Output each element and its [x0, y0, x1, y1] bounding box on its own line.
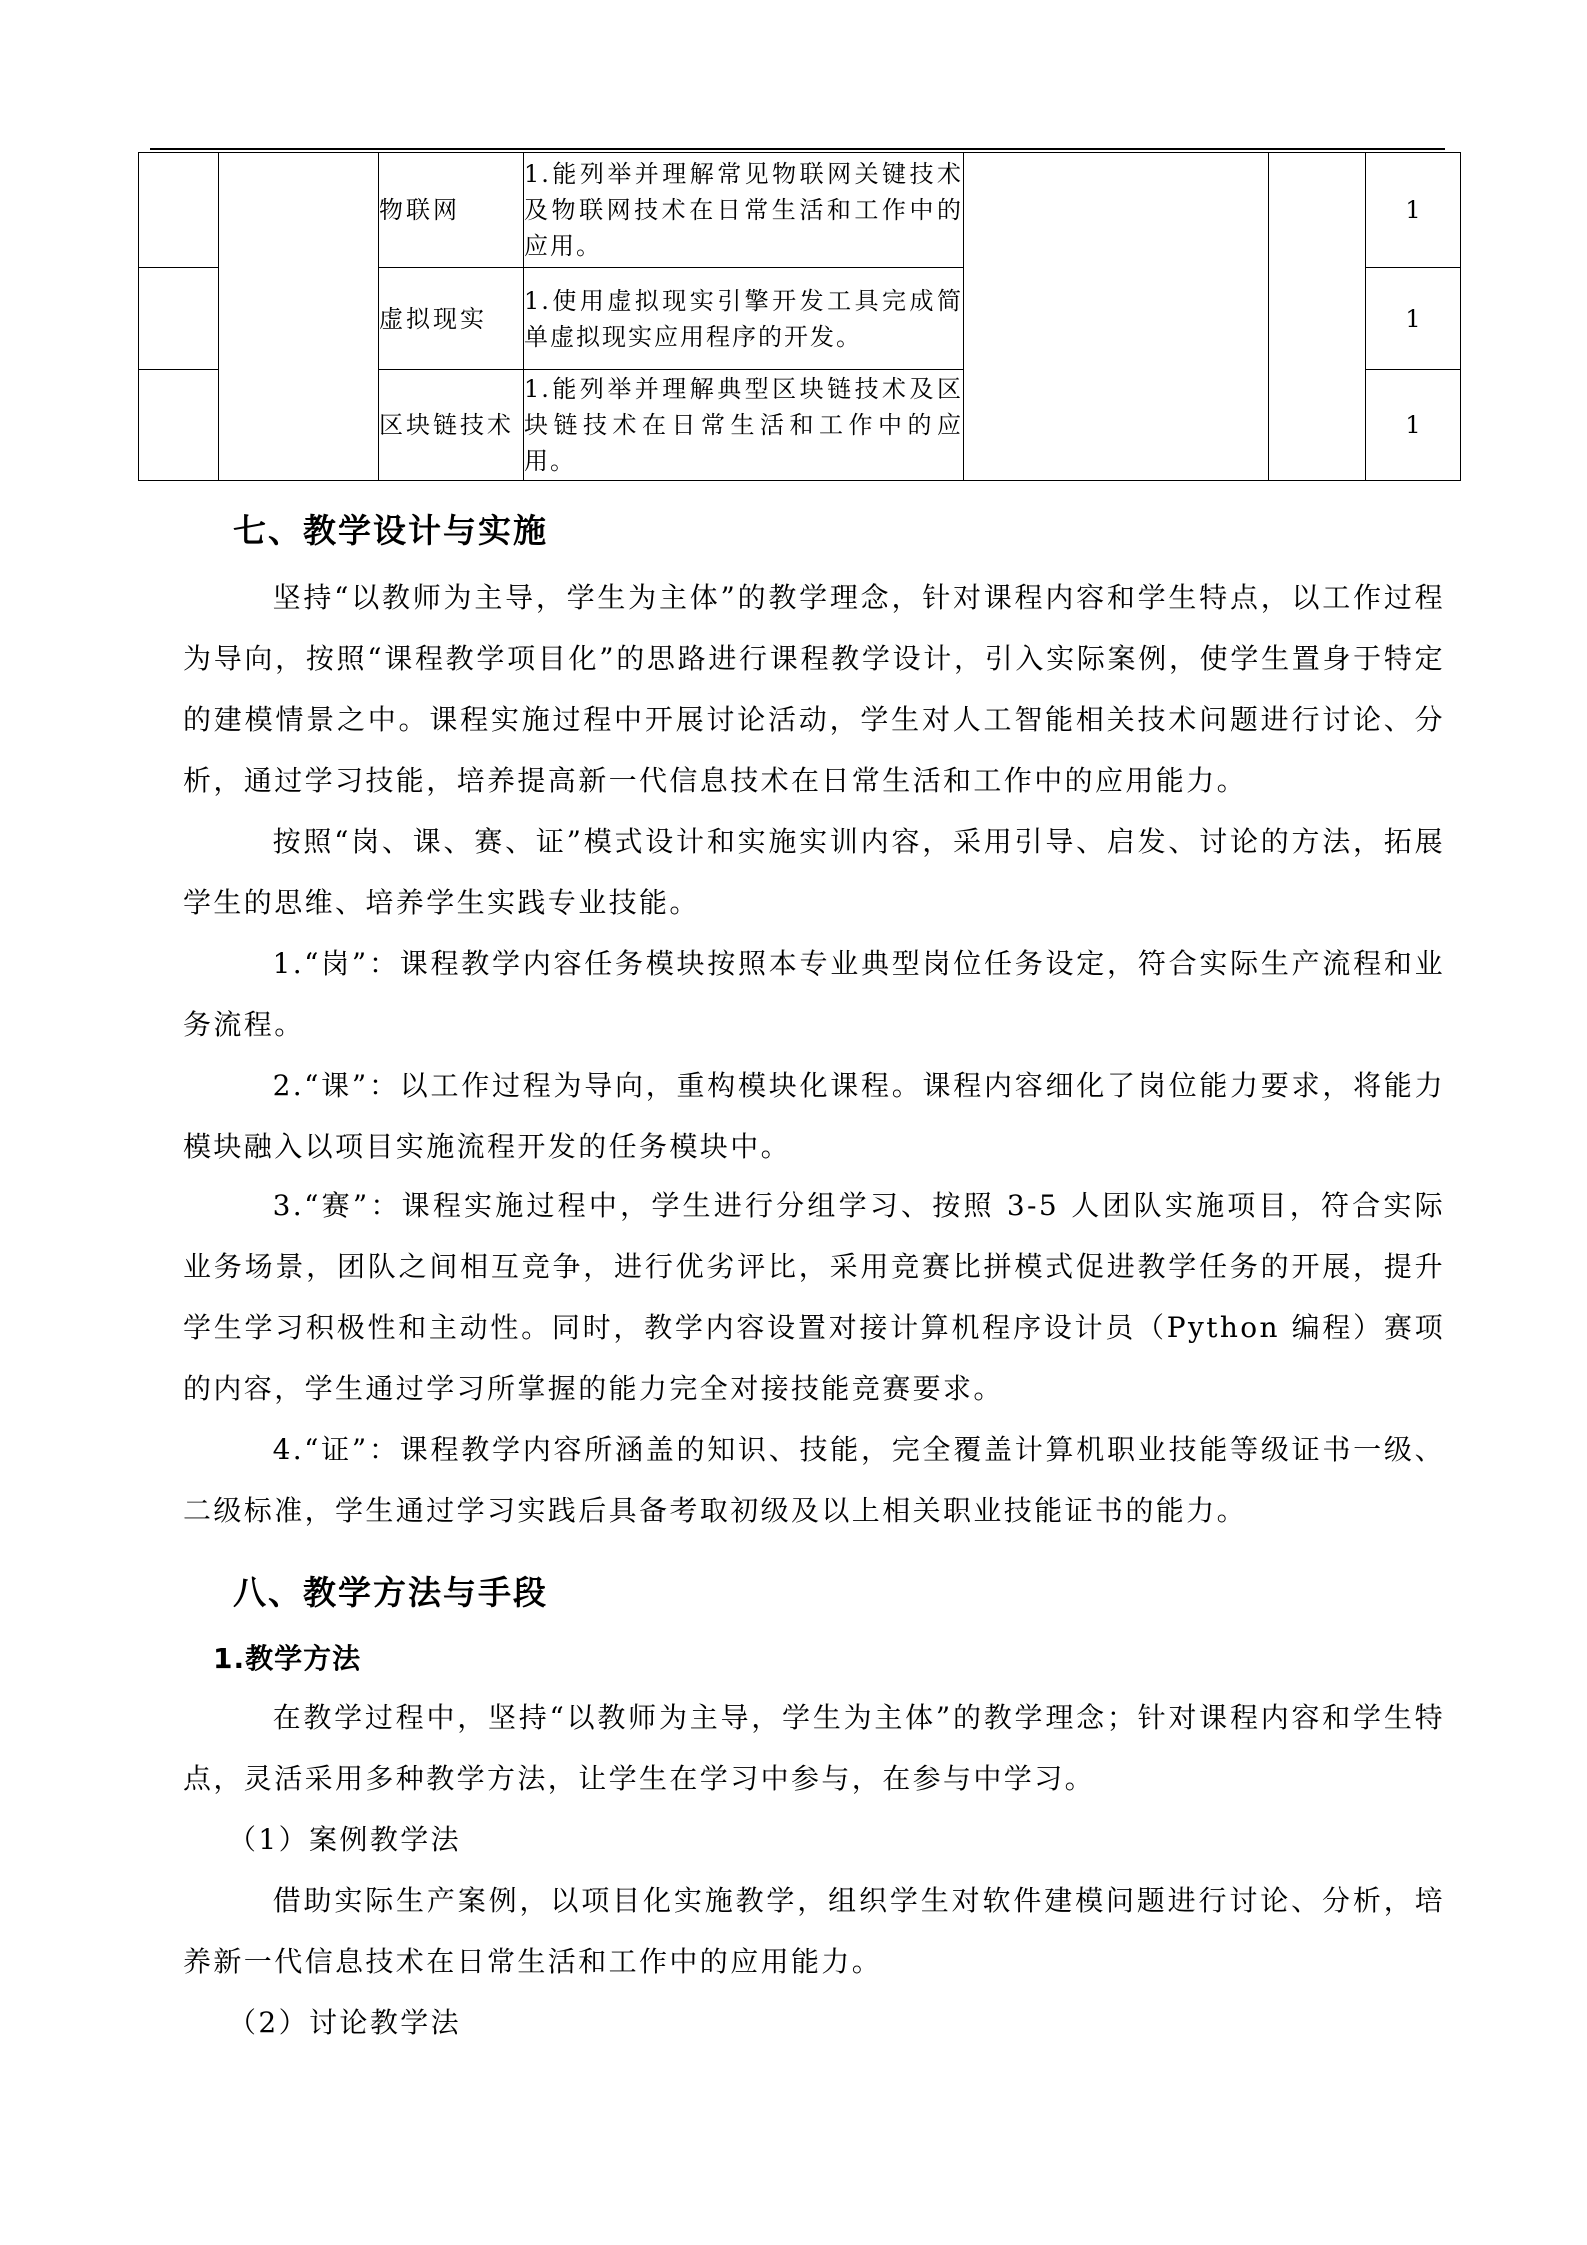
hours-cell: 1 — [1366, 268, 1461, 370]
section-heading-8: 八、教学方法与手段 — [233, 1573, 548, 1612]
paragraph: 借助实际生产案例，以项目化实施教学，组织学生对软件建模问题进行讨论、分析，培养新一代信息技术在日常生活和工作中的应用能力。 — [183, 1884, 1445, 1978]
table-cell — [139, 268, 219, 370]
paragraph: 在教学过程中，坚持“以教师为主导，学生为主体”的教学理念；针对课程内容和学生特点，灵活采用多种教学方法，让学生在学习中参与，在参与中学习。 — [183, 1701, 1445, 1795]
list-item-zheng: 4.“证”：课程教学内容所涵盖的知识、技能，完全覆盖计算机职业技能等级证书一级、二级标准，学生通过学习实践后具备考取初级及以上相关职业技能证书的能力。 — [183, 1433, 1445, 1527]
requirement-cell: 1.能列举并理解常见物联网关键技术及物联网技术在日常生活和工作中的应用。 — [524, 153, 964, 268]
topic-cell: 物联网 — [379, 153, 524, 268]
topic-cell: 区块链技术 — [379, 370, 524, 481]
subsection-heading: 1.教学方法 — [213, 1642, 362, 1675]
table-cell — [1269, 153, 1366, 481]
table-cell — [139, 370, 219, 481]
paragraph: 坚持“以教师为主导，学生为主体”的教学理念，针对课程内容和学生特点，以工作过程为导向，按照“课程教学项目化”的思路进行课程教学设计，引入实际案例，使学生置身于特定的建模情景之中。课程实施过程中开展讨论活动，学生对人工智能相关技术问题进行讨论、分析，通过学习技能，培养提高新一代信息技术在日常生活和工作中的应用能力。 — [183, 581, 1445, 797]
requirement-cell: 1.使用虚拟现实引擎开发工具完成简单虚拟现实应用程序的开发。 — [524, 268, 964, 370]
course-content-table — [138, 152, 1461, 481]
topic-cell: 虚拟现实 — [379, 268, 524, 370]
header-rule — [150, 148, 1445, 150]
table-row — [139, 153, 1461, 268]
requirement-cell: 1.能列举并理解典型区块链技术及区块链技术在日常生活和工作中的应用。 — [524, 370, 964, 481]
list-item-sai: 3.“赛”：课程实施过程中，学生进行分组学习、按照 3-5 人团队实施项目，符合实际业务场景，团队之间相互竞争，进行优劣评比，采用竞赛比拼模式促进教学任务的开展，提升学生学习积极性和主动性。同时，教学内容设置对接计算机程序设计员（Python 编程）赛项的内容，学生通过学习所掌握的能力完全对接技能竞赛要求。 — [183, 1189, 1445, 1405]
paragraph: 按照“岗、课、赛、证”模式设计和实施实训内容，采用引导、启发、讨论的方法，拓展学生的思维、培养学生实践专业技能。 — [183, 825, 1445, 919]
table-cell — [139, 153, 219, 268]
table-cell — [219, 153, 379, 481]
method-heading: （2）讨论教学法 — [228, 2006, 462, 2039]
section-heading-7: 七、教学设计与实施 — [233, 511, 548, 550]
hours-cell: 1 — [1366, 153, 1461, 268]
method-heading: （1）案例教学法 — [228, 1823, 462, 1856]
table-cell — [964, 153, 1269, 481]
list-item-ke: 2.“课”：以工作过程为导向，重构模块化课程。课程内容细化了岗位能力要求，将能力模块融入以项目实施流程开发的任务模块中。 — [183, 1069, 1445, 1163]
hours-cell: 1 — [1366, 370, 1461, 481]
list-item-gang: 1.“岗”：课程教学内容任务模块按照本专业典型岗位任务设定，符合实际生产流程和业务流程。 — [183, 947, 1445, 1041]
